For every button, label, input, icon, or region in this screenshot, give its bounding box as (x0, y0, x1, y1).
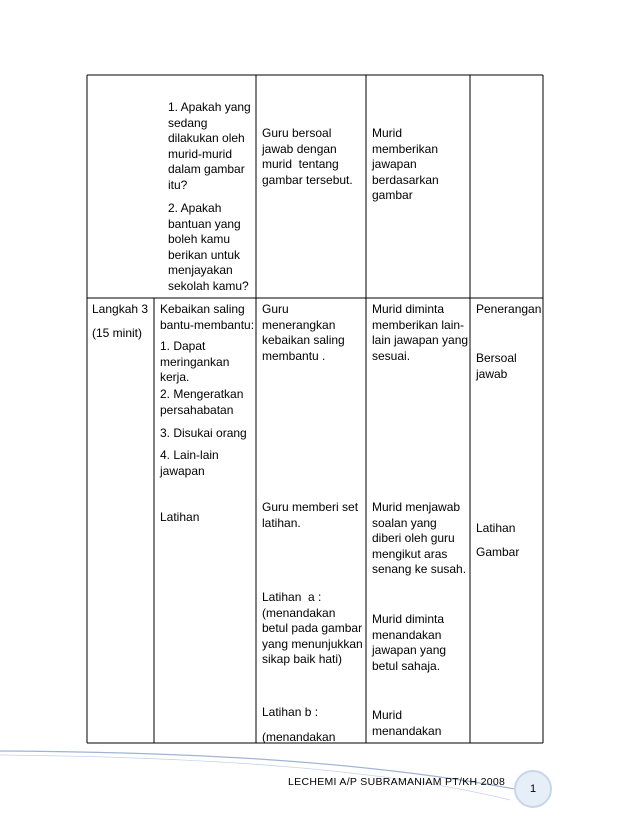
exercise-a: Latihan a : (menandakan betul pada gambar yang menunjukkan sikap baik hati) (262, 590, 363, 667)
pupil-activity-mark: Murid diminta menandakan jawapan yang betul sahaja. (372, 612, 447, 673)
teacher-activity-explain: Guru menerangkan kebaikan saling membantu . (262, 302, 345, 363)
question-1: 1. Apakah yang sedang dilakukan oleh murid-murid dalam gambar itu? (168, 100, 251, 192)
material-exercise: Latihan (476, 521, 516, 535)
exercise-b: Latihan b : (262, 705, 319, 719)
footer-author: LECHEMI A/P SUBRAMANIAM PT/KH 2008 (288, 776, 506, 788)
benefit-4: 4. Lain-lain jawapan (160, 448, 219, 478)
pupil-activity-answers: Murid diminta memberikan lain- lain jawapan yang sesuai. (372, 302, 469, 363)
page-number: 1 (514, 770, 552, 808)
teacher-activity-row1: Guru bersoal jawab dengan murid tentang gambar tersebut. (262, 126, 353, 187)
benefit-2: 2. Mengeratkan persahabatan (160, 387, 244, 417)
benefit-3: 3. Disukai orang (160, 426, 247, 440)
step-label: Langkah 3 (92, 302, 149, 316)
step-duration: (15 minit) (92, 326, 143, 340)
content-latihan: Latihan (160, 510, 200, 524)
question-2: 2. Apakah bantuan yang boleh kamu berikan untuk menjayakan sekolah kamu? (168, 201, 249, 293)
pupil-activity-exercise: Murid menjawab soalan yang diberi oleh guru mengikut aras senang ke susah. (372, 500, 467, 577)
pupil-activity-mark-b: Murid menandakan (372, 708, 442, 738)
method-explanation: Penerangan (476, 302, 542, 316)
content-heading: Kebaikan saling bantu-membantu: (160, 302, 255, 332)
pupil-activity-row1: Murid memberikan jawapan berdasarkan gambar (372, 126, 439, 203)
teacher-activity-exercise: Guru memberi set latihan. (262, 500, 359, 530)
method-qa: Bersoal jawab (476, 351, 517, 381)
exercise-b-note: (menandakan (262, 730, 336, 744)
material-picture: Gambar (476, 545, 520, 559)
benefit-1: 1. Dapat meringankan kerja. (160, 339, 230, 385)
